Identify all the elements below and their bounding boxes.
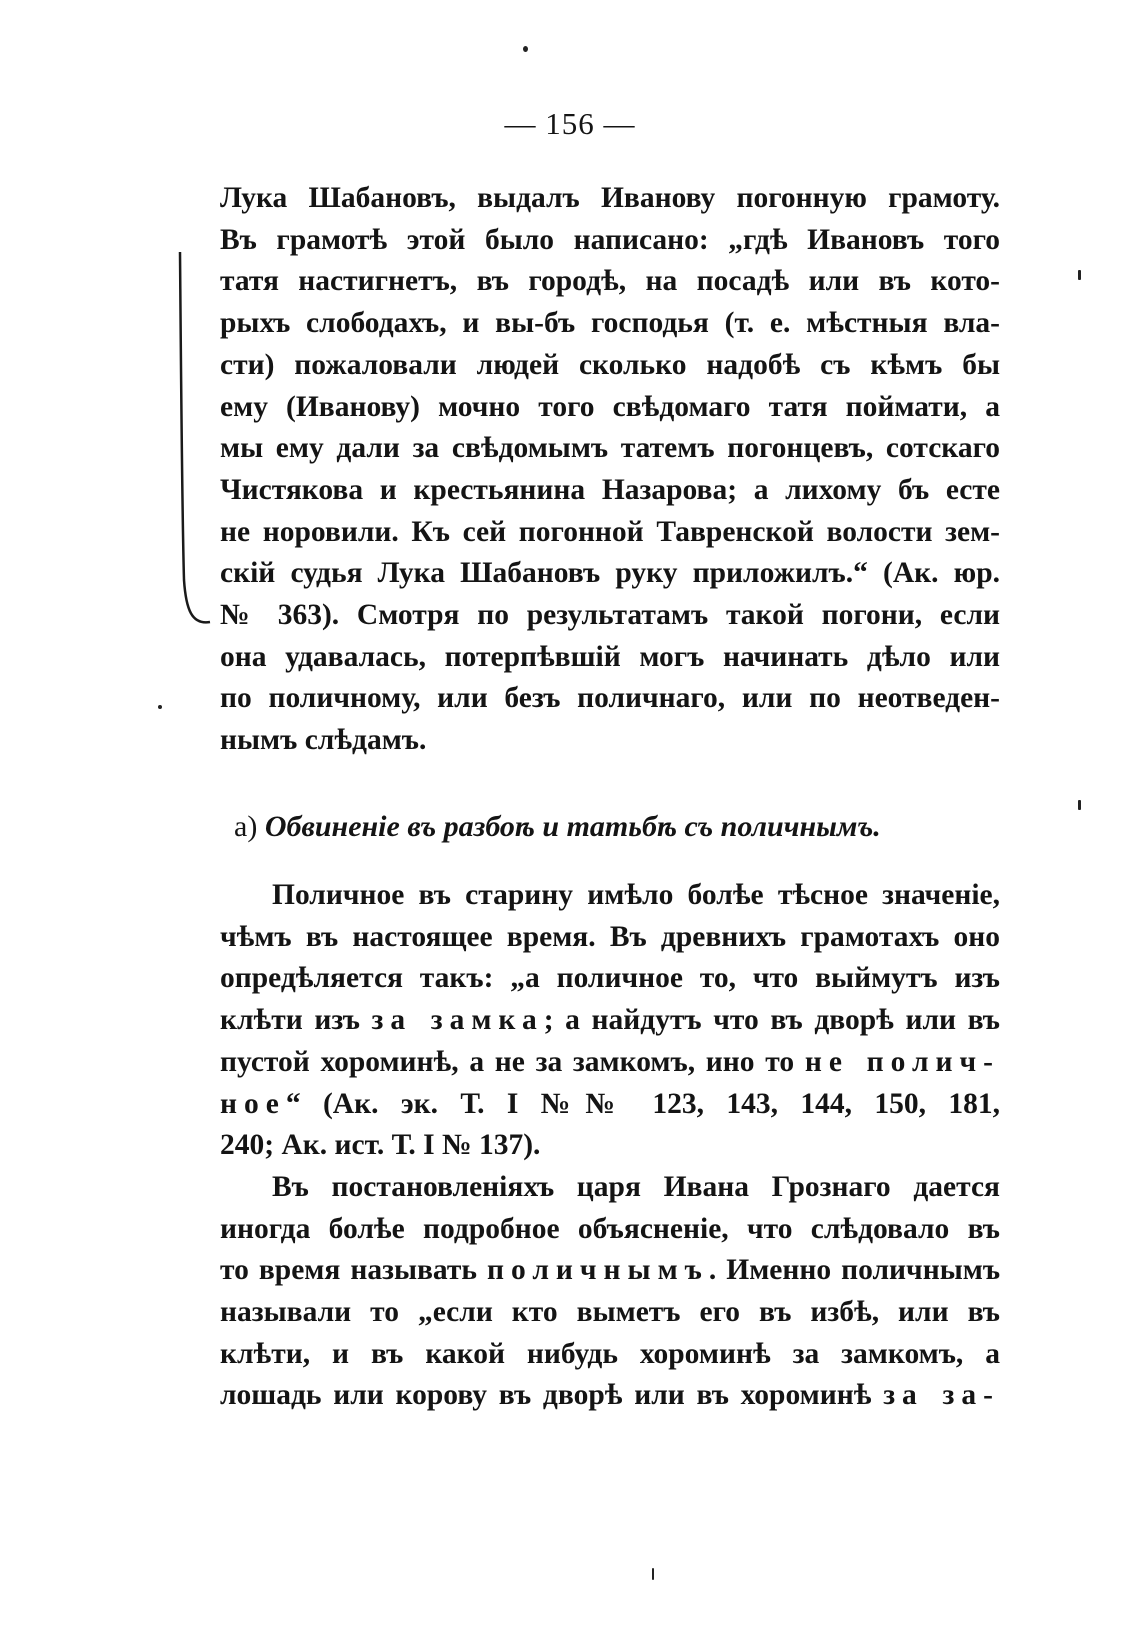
- text-line: нымъ слѣдамъ.: [220, 724, 427, 757]
- text-run: то время называть: [220, 1254, 477, 1287]
- text-line: 240; Ак. ист. Т. I № 137).: [220, 1129, 541, 1162]
- text-line: татя настигнетъ, въ городѣ, на посадѣ или въ кото-: [220, 265, 1000, 298]
- ink-speck: [523, 46, 528, 52]
- margin-bracket-mark: [178, 250, 222, 650]
- text-line: по поличному, или безъ поличнаго, или по неотведен-: [220, 682, 1000, 715]
- section-heading: [234, 806, 1004, 848]
- text-line: скій судья Лука Шабановъ руку приложилъ.“ (Ак. юр.: [220, 557, 1000, 590]
- ink-speck: [1078, 270, 1081, 280]
- spaced-emphasis: ное: [220, 1087, 286, 1120]
- section-marker: а): [234, 810, 258, 843]
- text-line: иногда болѣе подробное объясненіе, что слѣдовало въ: [220, 1212, 1000, 1245]
- text-line: [220, 1000, 1000, 1042]
- text-line: чѣмъ въ настоящее время. Въ древнихъ грамотахъ оно: [220, 920, 1000, 953]
- ink-speck: [158, 705, 162, 709]
- ink-speck: [652, 1568, 654, 1580]
- text-line: ему (Иванову) мочно того свѣдомаго татя поймати, а: [220, 390, 1000, 423]
- section-title: Обвиненіе въ разбоѣ и татьбѣ съ поличнымъ.: [264, 810, 881, 843]
- spaced-emphasis: поличнымъ: [487, 1254, 709, 1287]
- text-line: [220, 1250, 1000, 1292]
- text-run: . Именно поличнымъ: [708, 1254, 1001, 1287]
- text-line: рыхъ слободахъ, и вы-бъ господья (т. е. мѣстныя вла-: [220, 307, 1000, 340]
- text-line: называли то „если кто выметъ его въ избѣ, или въ: [220, 1296, 1000, 1329]
- text-line: она удавалась, потерпѣвшій могъ начинать дѣло или: [220, 640, 1000, 673]
- text-line: Поличное въ старину имѣло болѣе тѣсное значеніе,: [272, 879, 1000, 911]
- text-run: “ (Ак. эк. Т. I №№ 123, 143, 144, 150, 181,: [285, 1087, 1000, 1120]
- text-line: мы ему дали за свѣдомымъ татемъ погонцевъ, сотскаго: [220, 432, 1000, 465]
- text-line: клѣти, и въ какой нибудь хороминѣ за замкомъ, а: [220, 1337, 1000, 1370]
- text-line: [220, 1084, 1000, 1126]
- text-run: лошадь или корову въ дворѣ или въ хороминѣ: [220, 1379, 872, 1412]
- spaced-emphasis: не полич-: [804, 1045, 1000, 1078]
- text-line: сти) пожаловали людей сколько надобѣ съ кѣмъ бы: [220, 348, 1000, 381]
- paragraph-1: [220, 178, 1000, 762]
- spaced-emphasis: за замка: [371, 1004, 544, 1037]
- spaced-emphasis: за за-: [883, 1379, 1000, 1412]
- text-line: опредѣляется такъ: „а поличное то, что выймутъ изъ: [220, 962, 1000, 995]
- text-line: не норовили. Къ сей погонной Тавренской волости зем-: [220, 515, 1000, 548]
- text-line: Въ постановленіяхъ царя Ивана Грознаго дается: [272, 1170, 1000, 1203]
- text-run: ; а найдутъ что въ дворѣ или въ: [543, 1004, 1000, 1037]
- page-number: — 156 —: [504, 106, 636, 141]
- text-line: Чистякова и крестьянина Назарова; а лихому бъ есте: [220, 473, 1000, 506]
- text-line: № 363). Смотря по результатамъ такой погони, если: [220, 599, 1000, 632]
- text-line: Въ грамотѣ этой было написано: „гдѣ Ивановъ того: [220, 223, 1000, 256]
- text-line: [220, 1375, 1000, 1417]
- paragraphs-2-3: [220, 875, 1000, 1417]
- text-line: [220, 1042, 1000, 1084]
- text-line: Лука Шабановъ, выдалъ Иванову погонную грамоту.: [220, 182, 1000, 214]
- ink-speck: [1078, 800, 1081, 810]
- text-run: клѣти изъ: [220, 1004, 360, 1037]
- text-run: пустой хороминѣ, а не за замкомъ, ино то: [220, 1045, 795, 1078]
